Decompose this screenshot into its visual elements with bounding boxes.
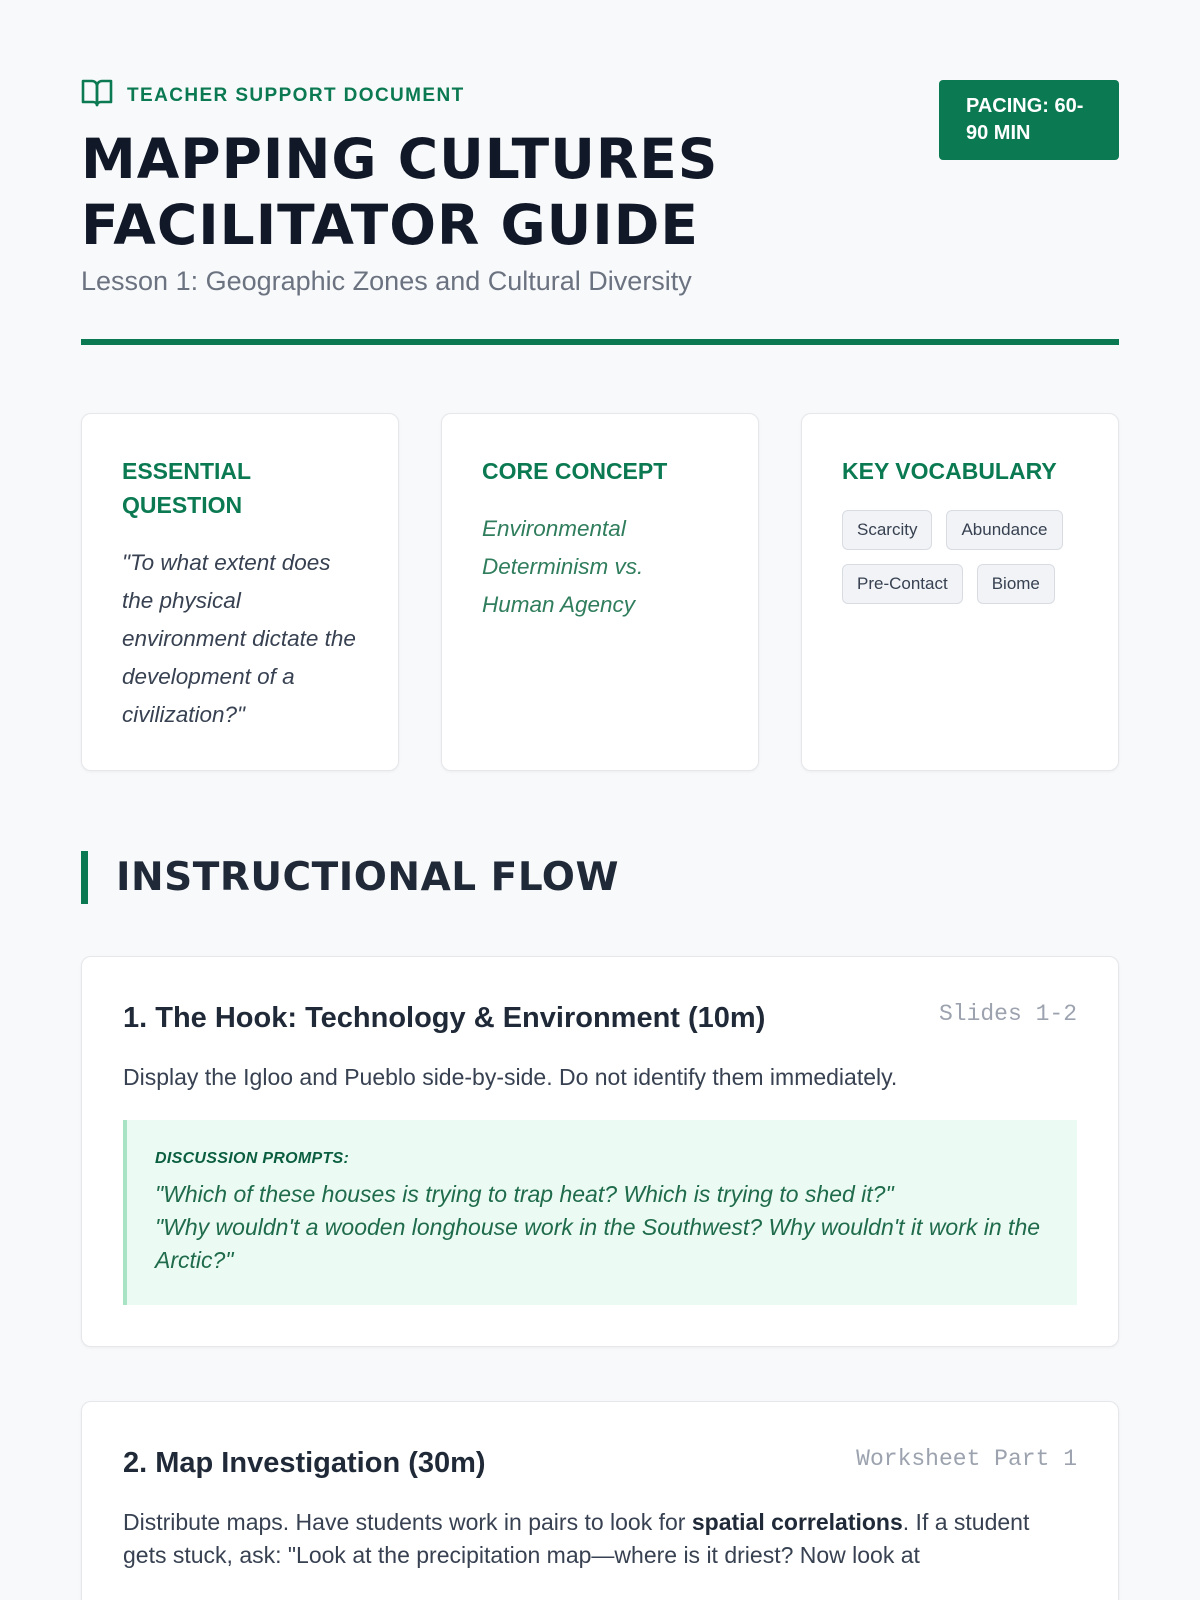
essential-question-heading: ESSENTIAL QUESTION bbox=[122, 458, 251, 518]
step-description-text-cont: . If a student gets stuck, ask: "Look at the precipitation map—where is it driest? Now look at bbox=[123, 1509, 1030, 1568]
core-concept-card bbox=[441, 413, 759, 771]
discussion-prompts-box bbox=[123, 1120, 1077, 1305]
step-title: 1. The Hook: Technology & Environment (10m) bbox=[123, 1002, 766, 1034]
title-line-2: FACILITATOR GUIDE bbox=[81, 193, 699, 257]
step-header bbox=[123, 1442, 1077, 1484]
pacing-badge: PACING: 60-90 MIN bbox=[939, 80, 1119, 160]
section-heading: INSTRUCTIONAL FLOW bbox=[116, 855, 619, 900]
step-reference: Slides 1-2 bbox=[938, 1001, 1077, 1027]
discussion-prompt: "Why wouldn't a wooden longhouse work in the Southwest? Why wouldn't it work in the Arctic?" bbox=[155, 1214, 1041, 1273]
step-description bbox=[123, 1506, 1077, 1572]
section-accent-bar bbox=[81, 851, 88, 904]
vocabulary-chip: Pre-Contact bbox=[842, 564, 963, 604]
eyebrow-text: TEACHER SUPPORT DOCUMENT bbox=[127, 85, 465, 106]
step-description-text: Distribute maps. Have students work in pairs to look for bbox=[123, 1509, 692, 1535]
overview-cards bbox=[81, 413, 1119, 771]
step-card-hook bbox=[81, 956, 1119, 1347]
core-concept-heading: CORE CONCEPT bbox=[482, 458, 668, 484]
step-description-emphasis: spatial correlations bbox=[691, 1509, 903, 1535]
open-book-icon bbox=[81, 78, 113, 114]
step-description: Display the Igloo and Pueblo side-by-side. Do not identify them immediately. bbox=[123, 1064, 898, 1090]
header-divider bbox=[81, 339, 1119, 345]
core-concept-text: Environmental Determinism vs. Human Agency bbox=[482, 516, 644, 617]
step-header bbox=[123, 997, 1077, 1039]
lesson-subtitle: Lesson 1: Geographic Zones and Cultural Diversity bbox=[81, 266, 692, 296]
discussion-prompts-label: DISCUSSION PROMPTS: bbox=[155, 1150, 350, 1167]
essential-question-card bbox=[81, 413, 399, 771]
step-title: 2. Map Investigation (30m) bbox=[123, 1447, 486, 1479]
step-reference: Worksheet Part 1 bbox=[856, 1446, 1077, 1472]
document-header bbox=[81, 0, 1119, 297]
vocabulary-list bbox=[842, 510, 1078, 604]
vocabulary-chip: Scarcity bbox=[842, 510, 932, 550]
step-card-map-investigation bbox=[81, 1401, 1119, 1600]
essential-question-text: "To what extent does the physical environment dictate the development of a civilization?" bbox=[122, 550, 356, 727]
vocabulary-chip: Biome bbox=[977, 564, 1055, 604]
vocabulary-chip: Abundance bbox=[946, 510, 1062, 550]
instructional-flow-section-title bbox=[81, 851, 1119, 904]
discussion-prompt: "Which of these houses is trying to trap heat? Which is trying to shed it?" bbox=[155, 1181, 894, 1207]
key-vocabulary-heading: KEY VOCABULARY bbox=[842, 458, 1057, 484]
title-line-1: MAPPING CULTURES bbox=[81, 127, 719, 191]
key-vocabulary-card bbox=[801, 413, 1119, 771]
